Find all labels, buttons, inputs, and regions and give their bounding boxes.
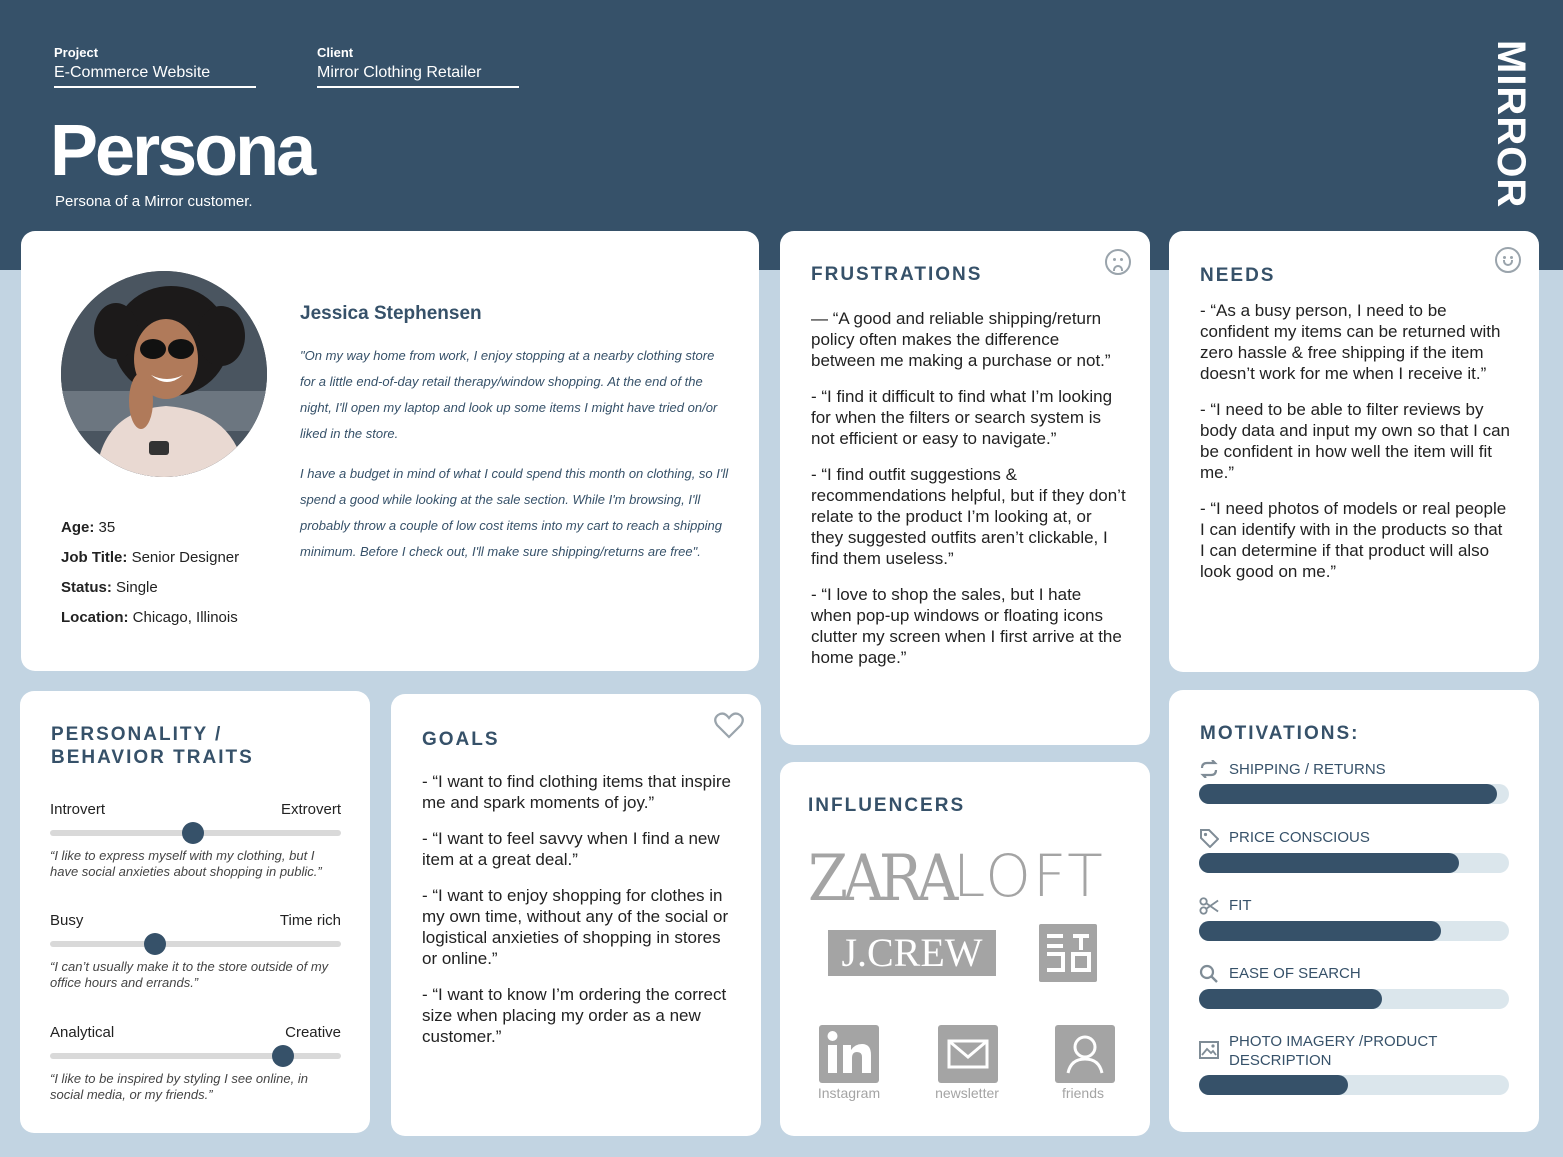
motivation-label: SHIPPING / RETURNS	[1229, 761, 1386, 778]
personality-card	[20, 691, 370, 1133]
motivation-bar	[1199, 853, 1509, 873]
image-icon	[1199, 1040, 1219, 1060]
trait-slider	[50, 801, 341, 880]
motivation-bar-fill	[1199, 921, 1441, 941]
needs-list	[1200, 300, 1510, 597]
trait-note: “I like to express myself with my clothing, but I have social anxieties about shopping in public.”	[50, 848, 322, 879]
status-value: Single	[116, 579, 158, 596]
trait-track[interactable]	[50, 830, 341, 836]
trait-right-label: Creative	[285, 1024, 341, 1041]
profile-attributes	[61, 513, 239, 633]
profile-card	[21, 231, 759, 671]
list-item: - “I want to enjoy shopping for clothes in my own time, without any of the social or logistical anxieties of shopping in stores or online.”	[422, 886, 729, 968]
motivation-bar-fill	[1199, 784, 1497, 804]
zara-logo: ZARA	[808, 842, 953, 916]
trait-knob[interactable]	[182, 822, 204, 844]
trait-note: “I can’t usually make it to the store outside of my office hours and errands.”	[50, 959, 329, 990]
heart-icon	[714, 711, 744, 739]
personality-title-line: BEHAVIOR TRAITS	[51, 747, 254, 768]
mail-icon[interactable]	[938, 1025, 998, 1083]
trait-left-label: Introvert	[50, 801, 106, 818]
list-item: - “I want to know I’m ordering the correct size when placing my order as a new customer.”	[422, 985, 727, 1046]
friends-label: friends	[1061, 1085, 1105, 1101]
project-label: Project	[54, 45, 99, 60]
refresh-icon	[1199, 760, 1219, 778]
list-item: - “I need photos of models or real people I can identify with in the products so that I can determine if that product will also look good on me.”	[1200, 499, 1507, 581]
instagram-label: Instagram	[817, 1085, 881, 1101]
motivation-bar-fill	[1199, 853, 1459, 873]
trait-knob[interactable]	[272, 1045, 294, 1067]
job-value: Senior Designer	[131, 549, 240, 566]
uniqlo-logo	[1039, 924, 1097, 982]
linkedin-icon[interactable]	[819, 1025, 879, 1083]
trait-slider	[50, 912, 341, 991]
frustrations-list	[811, 308, 1126, 683]
frustrations-title: FRUSTRATIONS	[811, 264, 983, 285]
list-item: - “I find it difficult to find what I’m looking for when the filters or search system is not efficient or easy to navigate.”	[811, 387, 1113, 448]
motivation-bar-fill	[1199, 1075, 1348, 1095]
goals-list	[422, 771, 737, 1062]
trait-left-label: Busy	[50, 912, 84, 929]
status-label: Status:	[61, 579, 112, 596]
trait-track[interactable]	[50, 941, 341, 947]
sad-face-icon	[1105, 249, 1131, 275]
goals-card	[391, 694, 761, 1136]
trait-left-label: Analytical	[50, 1024, 115, 1041]
scissors-icon	[1199, 896, 1219, 916]
influencers-title: INFLUENCERS	[808, 795, 966, 816]
motivation-item	[1199, 896, 1509, 941]
age-value: 35	[98, 519, 116, 536]
trait-note: “I like to be inspired by styling I see online, in social media, or my friends.”	[50, 1071, 308, 1102]
jcrew-logo: J.CREW	[828, 930, 996, 976]
quote-paragraph: I have a budget in mind of what I could spend this month on clothing, so I'll spend a good while looking at the sale section. While I'm browsing, I'll probably throw a couple of low cost items into my cart to reach a shipping minimum. Before I check out, I'll make sure shipping/returns are free".	[300, 466, 729, 559]
motivation-bar	[1199, 784, 1509, 804]
header-banner	[0, 0, 1563, 270]
list-item: - “I find outfit suggestions & recommendations helpful, but if they don’t relate to the product I’m looking at, or they suggested outfits aren’t clickable, I find them useless.”	[811, 465, 1126, 568]
job-label: Job Title:	[61, 549, 128, 566]
list-item: - “I want to find clothing items that inspire me and spark moments of joy.”	[422, 772, 731, 812]
trait-knob[interactable]	[144, 933, 166, 955]
persona-photo-icon	[61, 271, 267, 477]
location-label: Location:	[61, 609, 129, 626]
motivation-bar	[1199, 921, 1509, 941]
page-subtitle: Persona of a Mirror customer.	[55, 193, 253, 210]
avatar	[61, 271, 267, 477]
motivation-item	[1199, 1032, 1509, 1095]
list-item: - “I need to be able to filter reviews by body data and input my own so that I can be confident in how well the item will fit me.”	[1200, 400, 1510, 482]
user-icon[interactable]	[1055, 1025, 1115, 1083]
trait-right-label: Extrovert	[280, 801, 341, 818]
brand-logo: MIRROR	[1489, 40, 1533, 209]
motivation-bar	[1199, 1075, 1509, 1095]
motivation-item	[1199, 964, 1509, 1009]
frustrations-card	[780, 231, 1150, 745]
motivation-bar	[1199, 989, 1509, 1009]
happy-face-icon	[1495, 247, 1521, 273]
client-label: Client	[317, 45, 354, 60]
page-title: Persona	[50, 111, 314, 191]
needs-title: NEEDS	[1200, 265, 1276, 286]
motivation-label: PHOTO IMAGERY /PRODUCT DESCRIPTION	[1229, 1033, 1438, 1069]
newsletter-label: newsletter	[935, 1085, 999, 1101]
list-item: - “As a busy person, I need to be confident my items can be returned with zero hassle & free shipping if the item doesn’t work for me when I receive it.”	[1200, 301, 1501, 383]
goals-title: GOALS	[422, 729, 500, 750]
motivations-card	[1169, 690, 1539, 1132]
personality-title	[51, 723, 254, 769]
needs-card	[1169, 231, 1539, 672]
persona-name: Jessica Stephensen	[300, 303, 482, 324]
trait-track[interactable]	[50, 1053, 341, 1059]
list-item: - “I love to shop the sales, but I hate when pop-up windows or floating icons clutter my screen when I first arrive at the home page.”	[811, 585, 1122, 667]
project-value: E-Commerce Website	[54, 64, 256, 88]
quote-paragraph: "On my way home from work, I enjoy stopping at a nearby clothing store for a little end-of-day retail therapy/window shopping. At the end of the night, I'll open my laptop and look up some items I might have tried on/or liked in the store.	[300, 348, 718, 441]
personality-title-line: PERSONALITY /	[51, 724, 223, 745]
motivations-title: MOTIVATIONS:	[1200, 723, 1360, 744]
motivation-label: FIT	[1229, 897, 1252, 914]
loft-logo: LOFT	[953, 842, 1105, 910]
location-value: Chicago, Illinois	[132, 609, 238, 626]
trait-right-label: Time rich	[279, 912, 341, 929]
list-item: - “I want to feel savvy when I find a new item at a great deal.”	[422, 829, 720, 869]
client-value: Mirror Clothing Retailer	[317, 64, 519, 88]
uniqlo-mark-icon	[1039, 924, 1097, 982]
motivation-label: PRICE CONSCIOUS	[1229, 829, 1370, 846]
list-item: — “A good and reliable shipping/return policy often makes the difference between me making a purchase or not.”	[811, 309, 1111, 370]
persona-quote	[300, 343, 730, 579]
tag-icon	[1199, 828, 1219, 848]
trait-slider	[50, 1024, 341, 1103]
motivation-item	[1199, 828, 1509, 873]
motivation-item	[1199, 760, 1509, 804]
influencers-card	[780, 762, 1150, 1136]
search-icon	[1199, 964, 1219, 984]
motivation-bar-fill	[1199, 989, 1382, 1009]
age-label: Age:	[61, 519, 95, 536]
motivation-label: EASE OF SEARCH	[1229, 965, 1361, 982]
